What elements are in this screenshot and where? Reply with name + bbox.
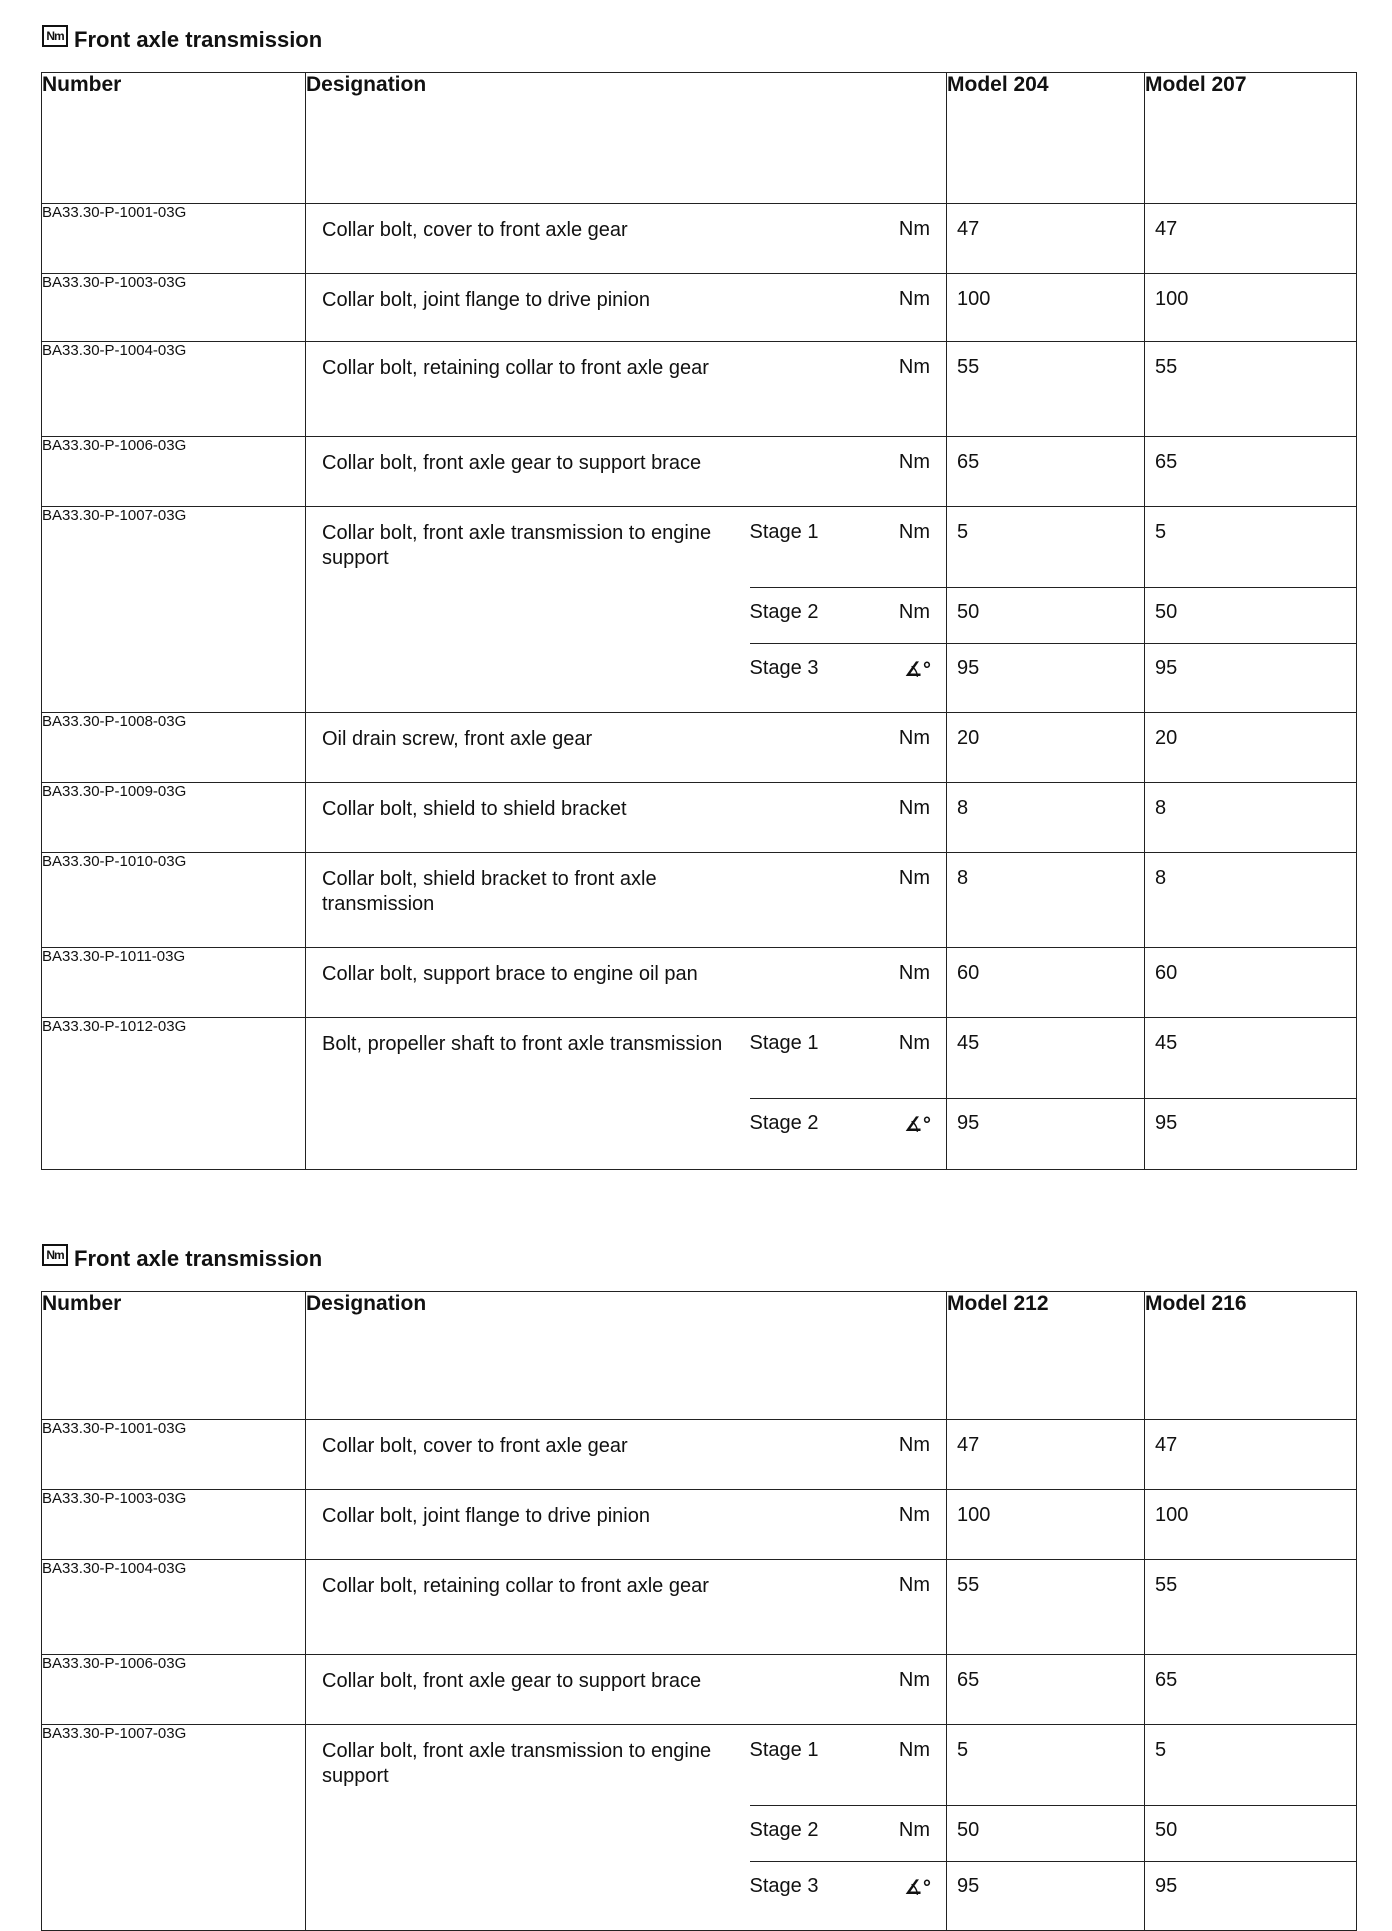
part-number: BA33.30-P-1007-03G (42, 1725, 306, 1931)
stage-unit-cell (750, 274, 947, 342)
stage-divider (750, 1098, 947, 1099)
model-b-cell (1145, 1490, 1357, 1560)
header-number: Number (42, 1292, 306, 1420)
designation-text: Collar bolt, front axle gear to support brace (322, 1670, 702, 1692)
model-a-value: 60 (957, 962, 980, 984)
model-b-value: 45 (1155, 1032, 1178, 1054)
model-a-value: 8 (957, 867, 969, 889)
part-number: BA33.30-P-1001-03G (42, 1420, 306, 1490)
designation-text: Collar bolt, shield to shield bracket (322, 798, 627, 820)
model-b-value: 8 (1155, 797, 1167, 819)
section-title (42, 1245, 322, 1273)
table-row (42, 713, 1357, 783)
table-row (42, 274, 1357, 342)
stage-unit-cell (750, 713, 947, 783)
angle-icon: ∡° (904, 1114, 930, 1136)
model-a-value: 95 (957, 1875, 980, 1897)
model-a-cell (947, 437, 1145, 507)
model-b-cell (1145, 1725, 1357, 1931)
part-number: BA33.30-P-1006-03G (42, 1655, 306, 1725)
unit-label: Nm (898, 288, 930, 310)
model-a-cell (947, 342, 1145, 437)
model-a-value: 65 (957, 1669, 980, 1691)
part-number: BA33.30-P-1004-03G (42, 1560, 306, 1655)
model-b-value: 20 (1155, 727, 1178, 749)
model-b-value: 100 (1155, 288, 1189, 310)
torque-nm-icon: Nm (42, 1244, 68, 1266)
unit-label: Nm (898, 1819, 930, 1841)
model-a-cell (947, 204, 1145, 274)
stage-label: Stage 3 (749, 1875, 819, 1897)
stage-divider (750, 587, 947, 588)
model-b-value: 65 (1155, 1669, 1178, 1691)
model-a-value: 50 (957, 601, 980, 623)
model-a-value: 5 (957, 1739, 969, 1761)
table-row (42, 783, 1357, 853)
stage-divider (750, 1805, 947, 1806)
designation-cell (306, 713, 750, 783)
model-b-value: 50 (1155, 1819, 1178, 1841)
model-b-value: 100 (1155, 1504, 1189, 1526)
model-b-cell (1145, 437, 1357, 507)
stage-divider (1145, 643, 1356, 644)
designation-text: Collar bolt, front axle gear to support brace (322, 452, 702, 474)
header-model-a: Model 204 (947, 73, 1145, 204)
unit-label: Nm (898, 1032, 930, 1054)
header-number: Number (42, 73, 306, 204)
designation-text: Collar bolt, joint flange to drive pinion (322, 1505, 650, 1527)
unit-label: Nm (898, 356, 930, 378)
section-title-text: Front axle transmission (74, 1246, 323, 1271)
unit-label: Nm (898, 797, 930, 819)
table-row (42, 204, 1357, 274)
designation-text: Collar bolt, support brace to engine oil pan (322, 963, 698, 985)
part-number: BA33.30-P-1008-03G (42, 713, 306, 783)
header-model-b: Model 207 (1145, 73, 1357, 204)
part-number: BA33.30-P-1012-03G (42, 1018, 306, 1170)
designation-cell (306, 1018, 750, 1170)
stage-unit-cell (750, 1655, 947, 1725)
designation-cell (306, 204, 750, 274)
designation-text: Bolt, propeller shaft to front axle transmission (322, 1033, 723, 1055)
stage-unit-cell (750, 948, 947, 1018)
stage-label: Stage 1 (749, 1032, 819, 1054)
model-a-value: 47 (957, 218, 980, 240)
angle-icon: ∡° (904, 1877, 930, 1899)
stage-unit-cell (750, 1490, 947, 1560)
model-a-value: 95 (957, 1112, 980, 1134)
section-title-text: Front axle transmission (74, 27, 323, 52)
model-a-value: 100 (957, 288, 991, 310)
model-b-cell (1145, 1018, 1357, 1170)
stage-divider (1145, 1098, 1356, 1099)
unit-label: Nm (898, 1669, 930, 1691)
designation-cell (306, 783, 750, 853)
stage-unit-cell (750, 1725, 947, 1931)
table-row (42, 342, 1357, 437)
table-row (42, 507, 1357, 713)
stage-divider (1145, 1805, 1356, 1806)
table-row (42, 437, 1357, 507)
model-a-value: 5 (957, 521, 969, 543)
model-a-cell (947, 1560, 1145, 1655)
model-a-cell (947, 948, 1145, 1018)
model-b-value: 60 (1155, 962, 1178, 984)
unit-label: Nm (898, 451, 930, 473)
model-b-value: 95 (1155, 657, 1178, 679)
model-b-cell (1145, 948, 1357, 1018)
model-b-cell (1145, 853, 1357, 948)
model-b-cell (1145, 713, 1357, 783)
model-b-value: 50 (1155, 601, 1178, 623)
model-a-value: 8 (957, 797, 969, 819)
stage-unit-cell (750, 1018, 947, 1170)
unit-label: Nm (898, 1574, 930, 1596)
part-number: BA33.30-P-1004-03G (42, 342, 306, 437)
model-a-value: 47 (957, 1434, 980, 1456)
designation-text: Collar bolt, cover to front axle gear (322, 219, 628, 241)
model-a-cell (947, 1490, 1145, 1560)
model-b-cell (1145, 342, 1357, 437)
angle-icon: ∡° (904, 659, 930, 681)
model-a-value: 20 (957, 727, 980, 749)
model-a-cell (947, 507, 1145, 713)
designation-cell (306, 853, 750, 948)
stage-divider (947, 643, 1144, 644)
model-b-value: 47 (1155, 218, 1178, 240)
model-b-value: 95 (1155, 1112, 1178, 1134)
model-b-value: 5 (1155, 521, 1167, 543)
model-a-value: 65 (957, 451, 980, 473)
model-b-cell (1145, 204, 1357, 274)
header-designation: Designation (306, 1292, 947, 1420)
stage-divider (947, 1861, 1144, 1862)
model-a-cell (947, 1655, 1145, 1725)
table-row (42, 1490, 1357, 1560)
model-a-cell (947, 713, 1145, 783)
model-b-cell (1145, 1655, 1357, 1725)
model-b-value: 5 (1155, 1739, 1167, 1761)
stage-label: Stage 2 (749, 601, 819, 623)
designation-text: Collar bolt, retaining collar to front axle gear (322, 1575, 709, 1597)
designation-text: Collar bolt, shield bracket to front axle transmission (322, 868, 657, 915)
unit-label: Nm (898, 521, 930, 543)
torque-table (41, 72, 1357, 1170)
header-model-a: Model 212 (947, 1292, 1145, 1420)
model-a-cell (947, 1725, 1145, 1931)
model-b-value: 47 (1155, 1434, 1178, 1456)
stage-label: Stage 1 (749, 1739, 819, 1761)
model-b-value: 55 (1155, 1574, 1178, 1596)
part-number: BA33.30-P-1009-03G (42, 783, 306, 853)
designation-cell (306, 948, 750, 1018)
part-number: BA33.30-P-1003-03G (42, 274, 306, 342)
model-b-cell (1145, 1420, 1357, 1490)
stage-divider (947, 1098, 1144, 1099)
table-row (42, 1655, 1357, 1725)
part-number: BA33.30-P-1003-03G (42, 1490, 306, 1560)
designation-text: Oil drain screw, front axle gear (322, 728, 593, 750)
model-b-value: 55 (1155, 356, 1178, 378)
stage-unit-cell (750, 783, 947, 853)
model-a-value: 55 (957, 356, 980, 378)
stage-unit-cell (750, 1420, 947, 1490)
unit-label: Nm (898, 1504, 930, 1526)
header-model-b: Model 216 (1145, 1292, 1357, 1420)
unit-label: Nm (898, 727, 930, 749)
model-a-cell (947, 783, 1145, 853)
stage-divider (947, 1805, 1144, 1806)
table-row (42, 1420, 1357, 1490)
designation-text: Collar bolt, cover to front axle gear (322, 1435, 628, 1457)
designation-text: Collar bolt, retaining collar to front axle gear (322, 357, 709, 379)
part-number: BA33.30-P-1010-03G (42, 853, 306, 948)
designation-cell (306, 1420, 750, 1490)
model-a-cell (947, 1018, 1145, 1170)
model-a-cell (947, 274, 1145, 342)
part-number: BA33.30-P-1007-03G (42, 507, 306, 713)
designation-cell (306, 274, 750, 342)
model-b-value: 95 (1155, 1875, 1178, 1897)
stage-label: Stage 2 (749, 1112, 819, 1134)
model-b-cell (1145, 1560, 1357, 1655)
stage-divider (750, 643, 947, 644)
stage-label: Stage 3 (749, 657, 819, 679)
designation-text: Collar bolt, front axle transmission to engine support (322, 1740, 712, 1787)
unit-label: Nm (898, 218, 930, 240)
model-b-cell (1145, 507, 1357, 713)
designation-cell (306, 1560, 750, 1655)
stage-unit-cell (750, 437, 947, 507)
table-row (42, 1725, 1357, 1931)
torque-table (41, 1291, 1357, 1931)
designation-text: Collar bolt, joint flange to drive pinion (322, 289, 650, 311)
designation-cell (306, 342, 750, 437)
designation-cell (306, 1725, 750, 1931)
model-a-value: 45 (957, 1032, 980, 1054)
torque-nm-icon: Nm (42, 25, 68, 47)
stage-divider (1145, 1861, 1356, 1862)
model-a-value: 100 (957, 1504, 991, 1526)
designation-cell (306, 1490, 750, 1560)
stage-label: Stage 2 (749, 1819, 819, 1841)
model-a-cell (947, 1420, 1145, 1490)
table-row (42, 948, 1357, 1018)
unit-label: Nm (898, 601, 930, 623)
stage-unit-cell (750, 1560, 947, 1655)
model-b-value: 65 (1155, 451, 1178, 473)
table-row (42, 853, 1357, 948)
model-b-cell (1145, 783, 1357, 853)
part-number: BA33.30-P-1001-03G (42, 204, 306, 274)
stage-unit-cell (750, 204, 947, 274)
model-a-cell (947, 853, 1145, 948)
unit-label: Nm (898, 1434, 930, 1456)
part-number: BA33.30-P-1006-03G (42, 437, 306, 507)
designation-text: Collar bolt, front axle transmission to engine support (322, 522, 712, 569)
model-a-value: 50 (957, 1819, 980, 1841)
part-number: BA33.30-P-1011-03G (42, 948, 306, 1018)
model-a-value: 95 (957, 657, 980, 679)
model-b-value: 8 (1155, 867, 1167, 889)
stage-divider (750, 1861, 947, 1862)
unit-label: Nm (898, 867, 930, 889)
stage-label: Stage 1 (749, 521, 819, 543)
model-a-value: 55 (957, 1574, 980, 1596)
designation-cell (306, 507, 750, 713)
table-row (42, 1018, 1357, 1170)
model-b-cell (1145, 274, 1357, 342)
header-designation: Designation (306, 73, 947, 204)
stage-divider (1145, 587, 1356, 588)
unit-label: Nm (898, 1739, 930, 1761)
stage-divider (947, 587, 1144, 588)
stage-unit-cell (750, 853, 947, 948)
stage-unit-cell (750, 507, 947, 713)
designation-cell (306, 1655, 750, 1725)
stage-unit-cell (750, 342, 947, 437)
unit-label: Nm (898, 962, 930, 984)
table-row (42, 1560, 1357, 1655)
section-title (42, 26, 322, 54)
designation-cell (306, 437, 750, 507)
